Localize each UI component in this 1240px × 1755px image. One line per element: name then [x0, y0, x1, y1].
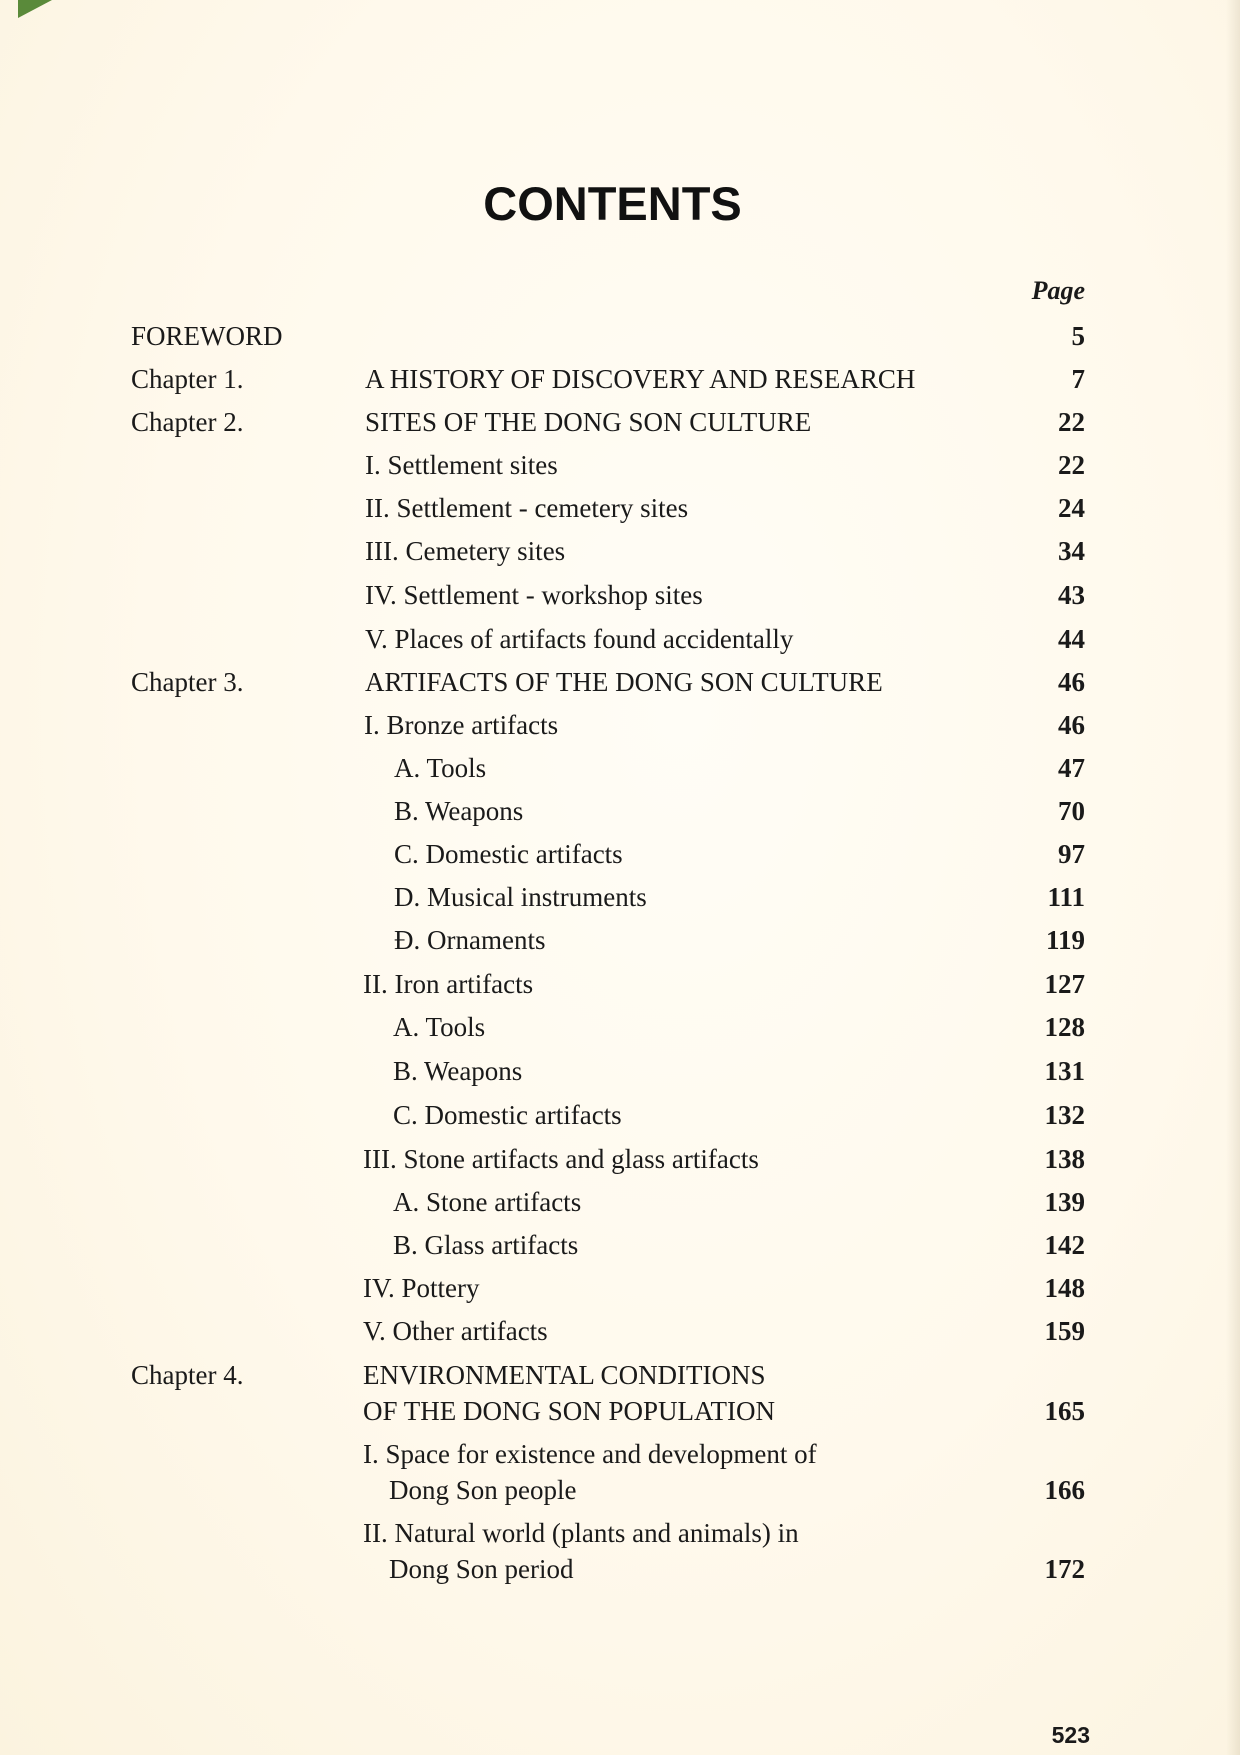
toc-entry-page: 34	[1058, 536, 1085, 566]
toc-entry-title: SITES OF THE DONG SON CULTURE	[365, 407, 812, 437]
toc-entry-title: II. Natural world (plants and animals) in Dong Son period	[363, 1518, 799, 1584]
page-heading: CONTENTS	[483, 177, 742, 230]
toc-entry-title: II. Settlement - cemetery sites	[365, 493, 689, 523]
toc-entry-page: 22	[1058, 407, 1085, 437]
toc-entry-page: 166	[1044, 1475, 1085, 1505]
toc-entry-title: A HISTORY OF DISCOVERY AND RESEARCH	[365, 364, 916, 394]
toc-entry-page: 43	[1058, 580, 1085, 610]
toc-entry-title: ENVIRONMENTAL CONDITIONS OF THE DONG SON POPULATION	[363, 1360, 776, 1426]
toc-entry-title: Đ. Ornaments	[394, 925, 546, 955]
toc-entry-label: FOREWORD	[131, 321, 283, 351]
page-edge-shadow	[1226, 0, 1240, 1755]
toc-entry-label: Chapter 3.	[131, 667, 244, 697]
toc-entry-page: 142	[1044, 1230, 1085, 1260]
toc-entry-page: 46	[1058, 667, 1085, 697]
toc-entry-page: 47	[1058, 753, 1085, 783]
toc-entry-title: B. Glass artifacts	[393, 1230, 579, 1260]
toc-entry-page: 7	[1071, 364, 1085, 394]
toc-entry-title: IV. Pottery	[363, 1273, 480, 1303]
toc-entry-title: D. Musical instruments	[394, 882, 647, 912]
toc-entry-page: 44	[1058, 624, 1085, 654]
toc-entry-title: B. Weapons	[393, 1056, 523, 1086]
toc-entry-page: 24	[1058, 493, 1085, 523]
toc-entry-page: 22	[1058, 450, 1085, 480]
toc-entry-title: B. Weapons	[394, 796, 524, 826]
toc-entry-page: 111	[1047, 882, 1085, 912]
toc-entry-title: III. Stone artifacts and glass artifacts	[363, 1144, 759, 1174]
toc-entry-page: 159	[1044, 1316, 1085, 1346]
toc-entry-page: 97	[1058, 839, 1085, 869]
toc-entry-title: ARTIFACTS OF THE DONG SON CULTURE	[365, 667, 883, 697]
toc-entry-title: I. Space for existence and development of Dong Son people	[363, 1439, 817, 1505]
toc-entry-page: 5	[1071, 321, 1085, 351]
toc-entry-page: 131	[1044, 1056, 1085, 1086]
toc-entry-title: I. Bronze artifacts	[364, 710, 559, 740]
toc-entry-page: 148	[1044, 1273, 1085, 1303]
toc-entry-title: V. Other artifacts	[363, 1316, 548, 1346]
toc-entry-title: A. Tools	[394, 753, 487, 783]
toc-entry-page: 138	[1044, 1144, 1085, 1174]
page-column-label: Page	[1031, 276, 1085, 305]
toc-entry-page: 172	[1044, 1554, 1085, 1584]
toc-entry-title: III. Cemetery sites	[365, 536, 566, 566]
toc-entry-title: V. Places of artifacts found accidentally	[365, 624, 794, 654]
toc-entry-page: 46	[1058, 710, 1085, 740]
toc-entry-page: 139	[1044, 1187, 1085, 1217]
toc-entry-label: Chapter 4.	[131, 1360, 244, 1390]
toc-entry-page: 165	[1044, 1396, 1085, 1426]
toc-entry-page: 70	[1058, 796, 1085, 826]
toc-entry-page: 119	[1045, 925, 1085, 955]
toc-entry-title: IV. Settlement - workshop sites	[365, 580, 703, 610]
corner-tab-mark	[18, 0, 52, 18]
page-number: 523	[1051, 1722, 1090, 1748]
toc-entry-label: Chapter 1.	[131, 364, 244, 394]
toc-entry-page: 132	[1044, 1100, 1085, 1130]
toc-entry-title: I. Settlement sites	[365, 450, 558, 480]
toc-entry-title: A. Tools	[393, 1012, 486, 1042]
toc-entry-title: II. Iron artifacts	[363, 969, 534, 999]
toc-entry-page: 128	[1044, 1012, 1085, 1042]
toc-entry-title: A. Stone artifacts	[393, 1187, 582, 1217]
toc-entry-label: Chapter 2.	[131, 407, 244, 437]
toc-entry-page: 127	[1044, 969, 1085, 999]
toc-entry-title: C. Domestic artifacts	[394, 839, 623, 869]
toc-entry-title: C. Domestic artifacts	[393, 1100, 622, 1130]
